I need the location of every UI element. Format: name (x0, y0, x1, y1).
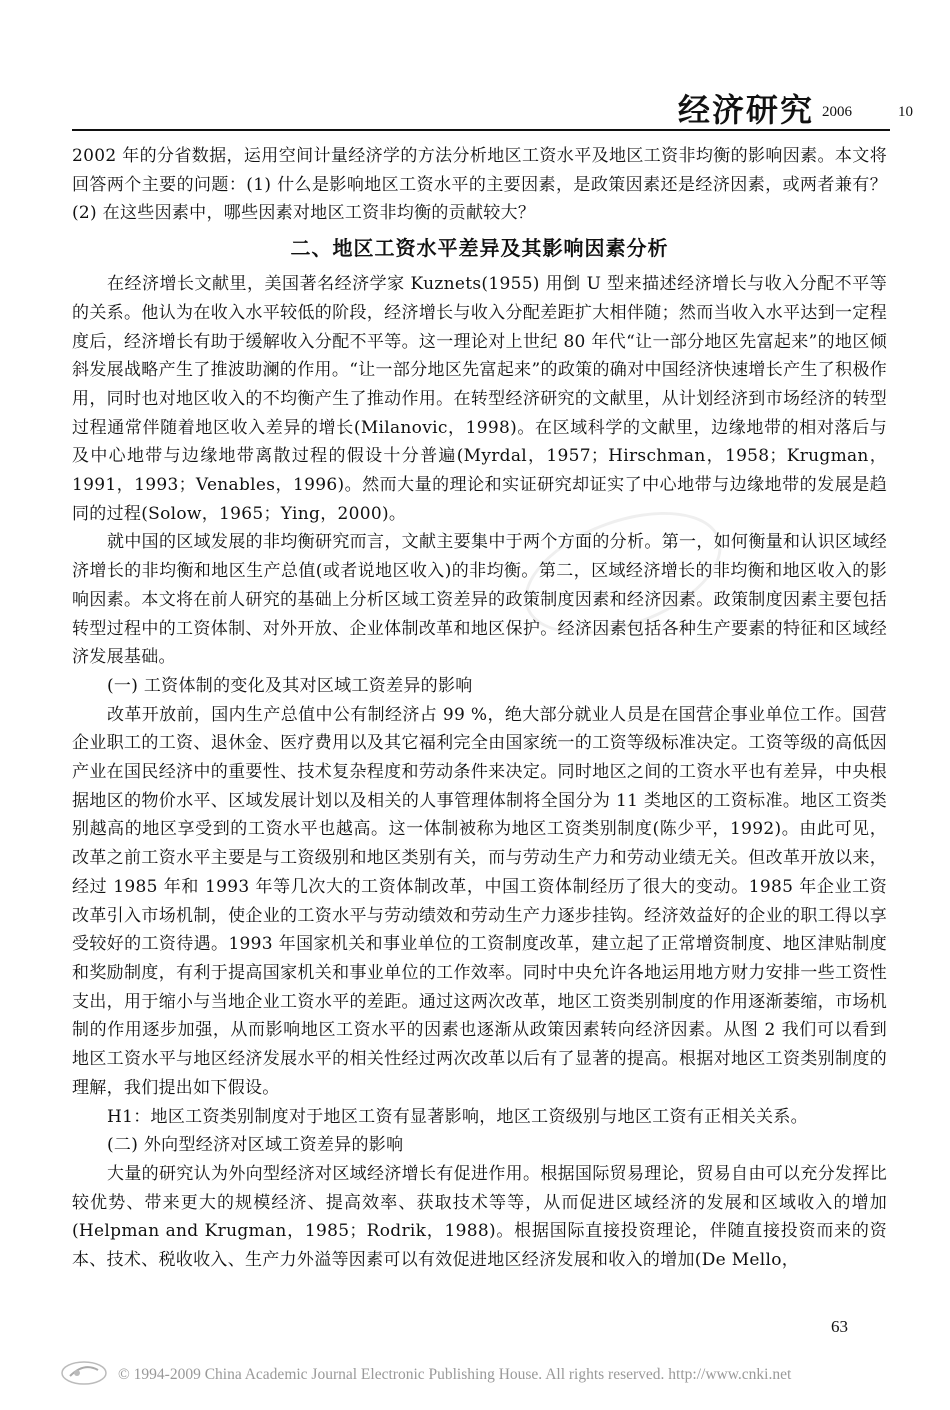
copyright-text: © 1994-2009 China Academic Journal Electronic Publishing House. All rights reserved. http://www.cnki.net (118, 1366, 792, 1383)
journal-logo: 经济研究 (678, 91, 815, 129)
subsection-title: (二) 外向型经济对区域工资差异的影响 (107, 1135, 404, 1156)
running-header (70, 91, 913, 132)
subsection-title: (一) 工资体制的变化及其对区域工资差异的影响 (107, 675, 473, 696)
header-issue: 10 (898, 104, 913, 120)
paragraph: 2002 年的分省数据，运用空间计量经济学的方法分析地区工资水平及地区工资非均衡的影响因素。本文将回答两个主要的问题：(1) 什么是影响地区工资水平的主要因素，是政策因素还是经济因素，或两者兼有？(2) 在这些因素中，哪些因素对地区工资非均衡的贡献较大？ (72, 146, 887, 224)
paragraph: 改革开放前，国内生产总值中公有制经济占 99 %，绝大部分就业人员是在国营企事业单位工作。国营企业职工的工资、退休金、医疗费用以及其它福利完全由国家统一的工资等级标准决定。工资等级的高低因产业在国民经济中的重要性、技术复杂程度和劳动条件来决定。同时地区之间的工资水平也有差异，中央根据地区的物价水平、区域发展计划以及相关的人事管理体制将全国分为 11 类地区的工资标准。地区工资类别越高的地区享受到的工资水平也越高。这一体制被称为地区工资类别制度(陈少平，1992)。由此可见，改革之前工资水平主要是与工资级别和地区类别有关，而与劳动生产力和劳动业绩无关。但改革开放以来，经过 1985 年和 1993 年等几次大的工资体制改革，中国工资体制经历了很大的变动。1985 年企业工资改革引入市场机制，使企业的工资水平与劳动绩效和劳动生产力逐步挂钩。经济效益好的企业的职工得以享受较好的工资待遇。1993 年国家机关和事业单位的工资制度改革，建立起了正常增资制度、地区津贴制度和奖励制度，有利于提高国家机关和事业单位的工作效率。同时中央允许各地运用地方财力安排一些工资性支出，用于缩小与当地企业工资水平的差距。通过这两次改革，地区工资类别制度的作用逐渐萎缩，市场机制的作用逐步加强，从而影响地区工资水平的因素也逐渐从政策因素转向经济因素。从图 2 我们可以看到地区工资水平与地区经济发展水平的相关性经过两次改革以后有了显著的提高。根据对地区工资类别制度的理解，我们提出如下假设。 (72, 704, 887, 1098)
article-body (72, 142, 887, 1275)
paragraph: 就中国的区域发展的非均衡研究而言，文献主要集中于两个方面的分析。第一，如何衡量和认识区域经济增长的非均衡和地区生产总值(或者说地区收入)的非均衡。第二，区域经济增长的非均衡和地区收入的影响因素。本文将在前人研究的基础上分析区域工资差异的政策制度因素和经济因素。政策制度因素主要包括转型过程中的工资体制、对外开放、企业体制改革和地区保护。经济因素包括各种生产要素的特征和区域经济发展基础。 (72, 532, 887, 668)
section-title: 二、地区工资水平差异及其影响因素分析 (290, 236, 669, 261)
cnki-logo-icon (60, 1358, 108, 1388)
footer (60, 1358, 920, 1398)
paragraph: 大量的研究认为外向型经济对区域经济增长有促进作用。根据国际贸易理论，贸易自由可以充分发挥比较优势、带来更大的规模经济、提高效率、获取技术等等，从而促进区域经济的发展和区域收入的增加(Helpman and Krugman，1985；Rodrik，1988)。根据国际直接投资理论，伴随直接投资而来的资本、技术、税收收入、生产力外溢等因素可以有效促进地区经济发展和收入的增加(De Mello， (72, 1163, 887, 1271)
paragraph: 在经济增长文献里，美国著名经济学家 Kuznets(1955) 用倒 U 型来描述经济增长与收入分配不平等的关系。他认为在收入水平较低的阶段，经济增长与收入分配差距扩大相伴随；然而当收入水平达到一定程度后，经济增长有助于缓解收入分配不平等。这一理论对上世纪 80 年代“让一部分地区先富起来”的地区倾斜发展战略产生了推波助澜的作用。“让一部分地区先富起来”的政策的确对中国经济快速增长产生了积极作用，同时也对地区收入的不均衡产生了推动作用。在转型经济研究的文献里，从计划经济到市场经济的转型过程通常伴随着地区收入差异的增长(Milanovic，1998)。在区域科学的文献里，边缘地带的相对落后与及中心地带与边缘地带离散过程的假设十分普遍(Myrdal，1957；Hirschman，1958；Krugman，1991，1993；Venables，1996)。然而大量的理论和实证研究却证实了中心地带与边缘地带的发展是趋同的过程(Solow，1965；Ying，2000)。 (72, 274, 887, 524)
header-rule (72, 129, 890, 131)
page-number: 63 (831, 1317, 848, 1336)
header-year: 2006 (822, 104, 852, 120)
hypothesis: H1：地区工资类别制度对于地区工资有显著影响，地区工资级别与地区工资有正相关关系。 (107, 1106, 808, 1127)
